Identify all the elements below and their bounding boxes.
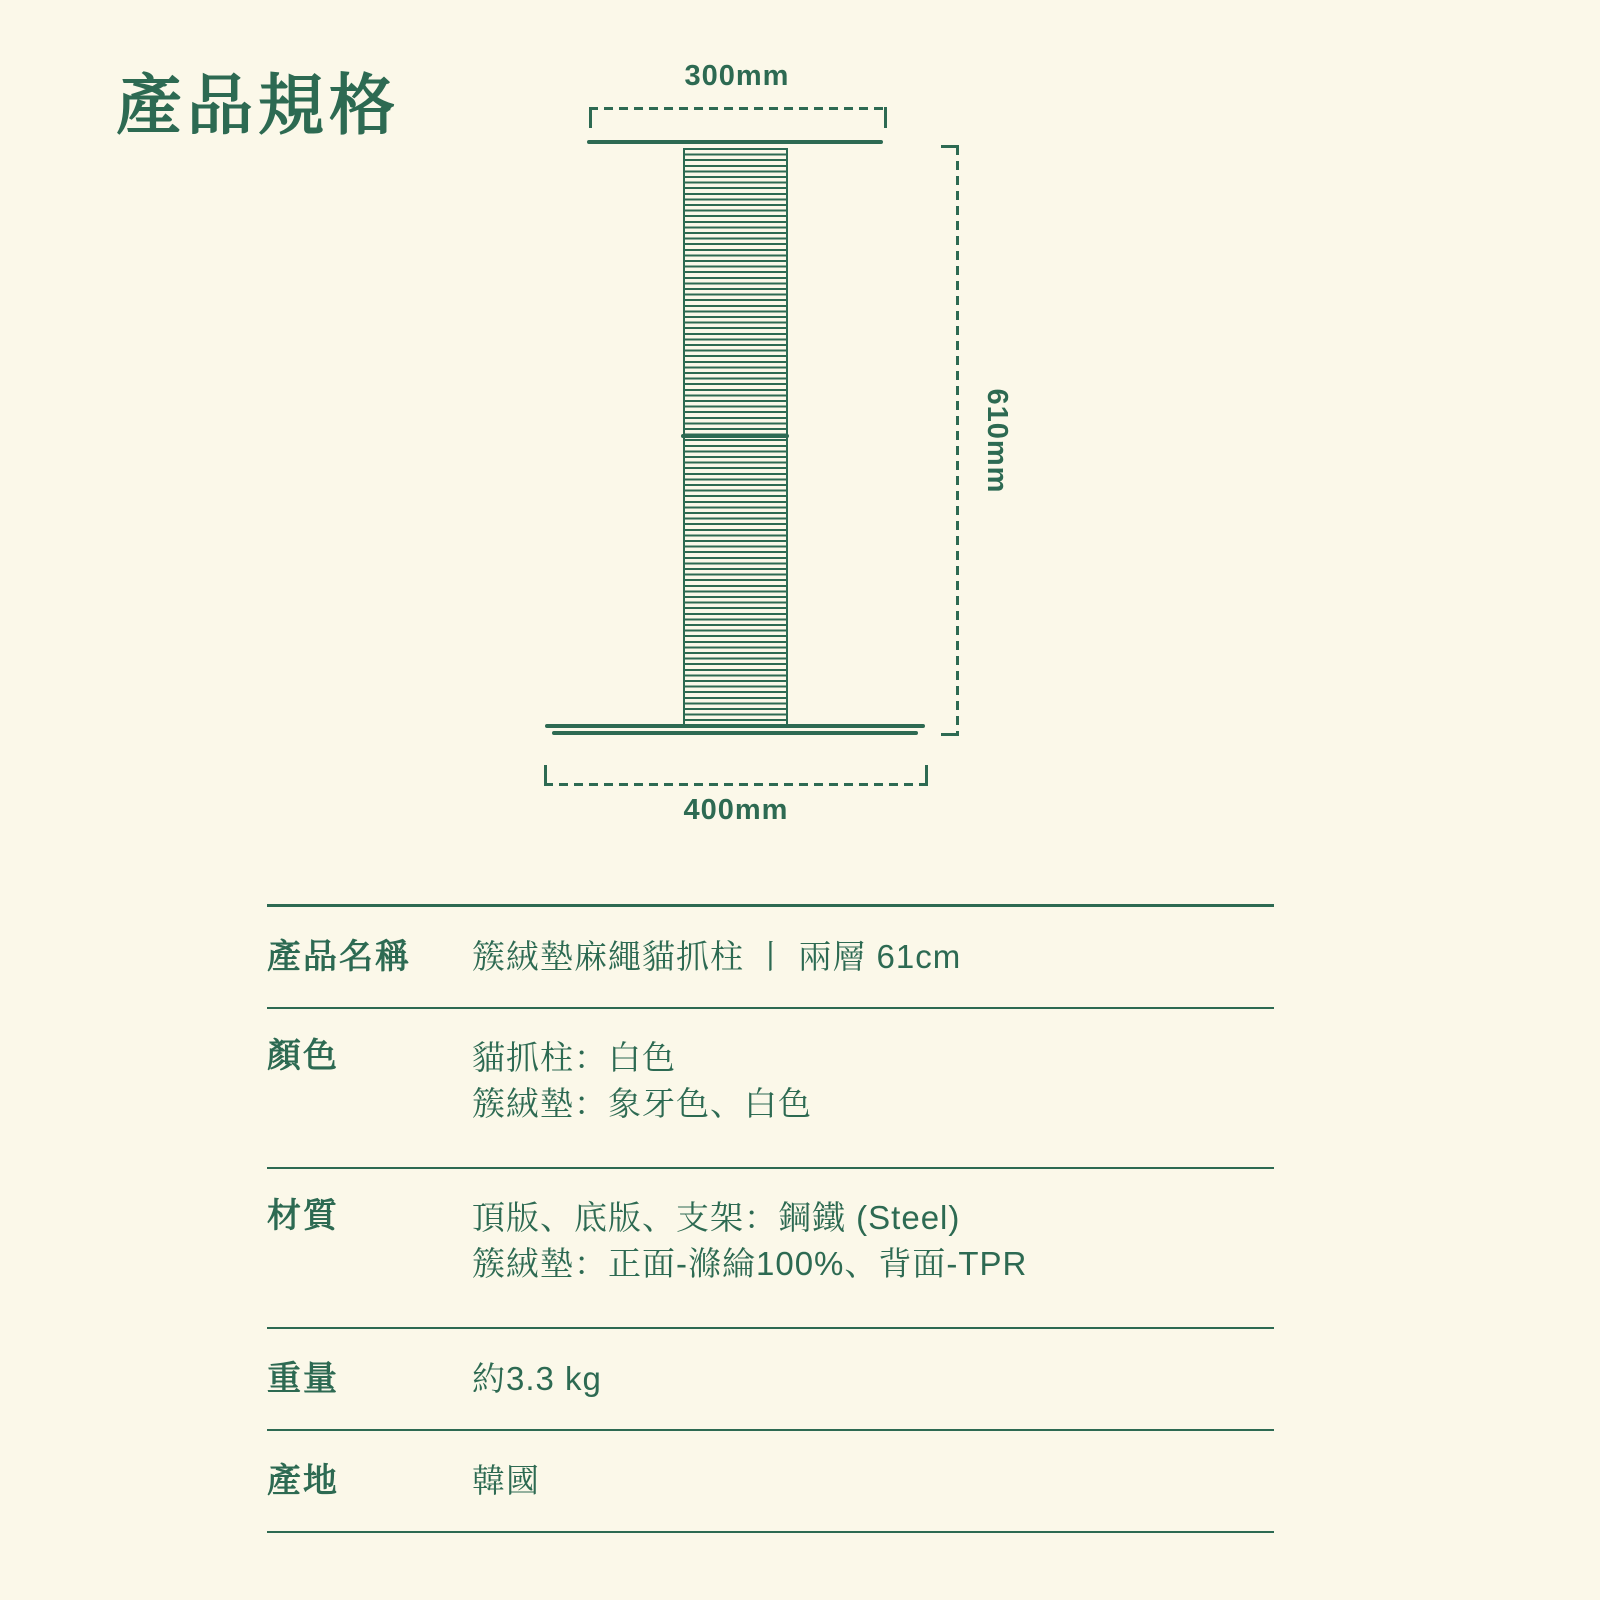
- row-label: 產地: [267, 1462, 339, 1500]
- row-label: 產品名稱: [267, 938, 411, 976]
- height-dimension-tick-top: [941, 145, 959, 148]
- table-row-color: [267, 1009, 1274, 1169]
- row-value: [472, 1035, 1274, 1127]
- post-middle-joint: [681, 434, 789, 438]
- value-line: 貓抓柱：白色: [472, 1039, 676, 1076]
- height-dimension-line: [956, 146, 959, 736]
- rope-post-outline: [683, 148, 788, 728]
- row-value: [472, 1358, 1274, 1400]
- base-width-dimension-label: 400mm: [683, 794, 789, 826]
- row-label: 顏色: [267, 1037, 339, 1075]
- row-value: [472, 1195, 1274, 1287]
- table-row-product-name: [267, 907, 1274, 1009]
- top-dimension-tick-right: [884, 107, 887, 128]
- bottom-dimension-tick-left: [544, 765, 547, 786]
- value-line: 約3.3 kg: [472, 1360, 602, 1397]
- top-plate-outline: [587, 140, 883, 144]
- value-line: 簇絨墊麻繩貓抓柱 丨 兩層 61cm: [472, 938, 962, 975]
- table-row-origin: [267, 1431, 1274, 1533]
- bottom-dimension-line: [544, 783, 928, 786]
- row-label: 材質: [267, 1197, 339, 1235]
- height-dimension-tick-bottom: [941, 733, 959, 736]
- top-dimension-tick-left: [589, 107, 592, 128]
- top-width-dimension-label: 300mm: [684, 60, 790, 92]
- bottom-dimension-tick-right: [925, 765, 928, 786]
- top-dimension-line: [589, 107, 887, 110]
- spec-table: [267, 904, 1274, 1533]
- value-line: 韓國: [472, 1462, 540, 1499]
- page-title: 產品規格: [116, 68, 400, 142]
- row-value: [472, 1460, 1274, 1502]
- row-value: [472, 936, 1274, 978]
- height-dimension-label: 610mm: [981, 388, 1013, 494]
- table-row-material: [267, 1169, 1274, 1329]
- table-row-weight: [267, 1329, 1274, 1431]
- value-line: 簇絨墊：象牙色、白色: [472, 1085, 812, 1122]
- value-line: 簇絨墊：正面-滌綸100%、背面-TPR: [472, 1245, 1028, 1282]
- value-line: 頂版、底版、支架：鋼鐵 (Steel): [472, 1199, 961, 1236]
- base-plate-edge: [552, 731, 918, 735]
- row-label: 重量: [267, 1360, 339, 1398]
- base-plate-outline: [545, 724, 925, 728]
